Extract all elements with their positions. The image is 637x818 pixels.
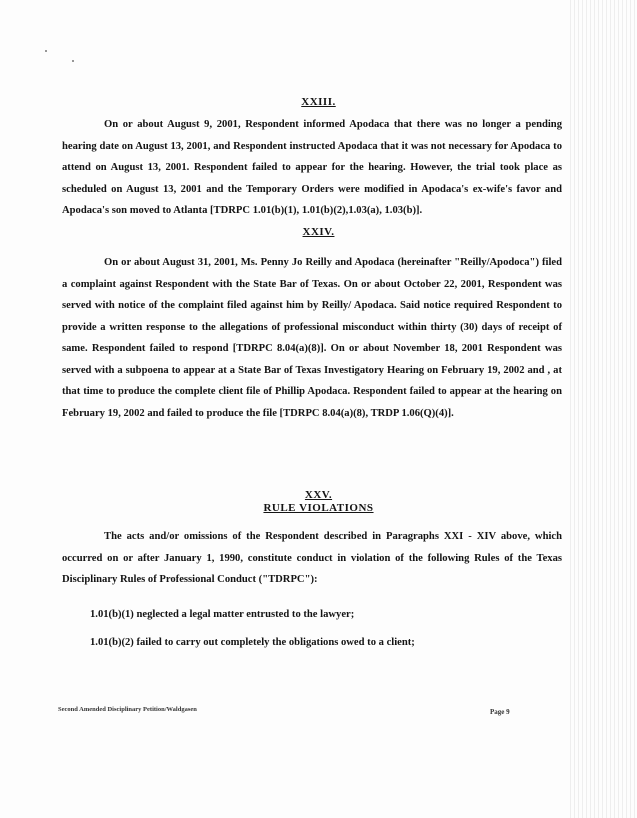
- rule-item-1: 1.01(b)(1) neglected a legal matter entrusted to the lawyer;: [90, 609, 355, 620]
- section-subheading-rule-violations: RULE VIOLATIONS: [263, 502, 374, 514]
- section-heading-xxiv: XXIV.: [302, 226, 335, 238]
- scan-speck: [45, 50, 47, 52]
- rule-item-2: 1.01(b)(2) failed to carry out completely the obligations owed to a client;: [90, 637, 415, 648]
- paragraph-xxv: The acts and/or omissions of the Respondent described in Paragraphs XXI - XIV above, which occurred on or after January 1, 1990, constitute conduct in violation of the following Rules of the Texas Disciplinary Rules of Professional Conduct ("TDRPC"):: [62, 531, 562, 585]
- section-heading-xxv: XXV.: [304, 489, 333, 501]
- paragraph-xxiii: On or about August 9, 2001, Respondent informed Apodaca that there was no longer a pending hearing date on August 13, 2001, and Respondent instructed Apodaca that it was not necessary for Apodaca to attend on August 13, 2001. Respondent failed to appear for the hearing. However, the trial took place as scheduled on August 13, 2001 and the Temporary Orders were modified in Apodaca's ex-wife's favor and Apodaca's son moved to Atlanta [TDRPC 1.01(b)(1), 1.01(b)(2),1.03(a), 1.03(b)].: [62, 119, 562, 216]
- scan-speck: [72, 60, 74, 62]
- footer-page-number: Page 9: [490, 708, 510, 716]
- footer-document-title: Second Amended Disciplinary Petition/Waldgasen: [58, 706, 197, 713]
- scan-edge-shading: [567, 0, 637, 818]
- section-heading-xxiii: XXIII.: [301, 96, 336, 108]
- paragraph-xxiv: On or about August 31, 2001, Ms. Penny Jo Reilly and Apodaca (hereinafter "Reilly/Apodoca") filed a complaint against Respondent with the State Bar of Texas. On or about October 22, 2001, Respondent was served with notice of the complaint filed against him by Reilly/ Apodaca. Said notice required Respondent to provide a written response to the allegations of professional misconduct within thirty (30) days of receipt of same. Respondent failed to respond [TDRPC 8.04(a)(8)]. On or about November 18, 2001 Respondent was served with a subpoena to appear at a State Bar of Texas Investigatory Hearing on February 19, 2002 and , at that time to produce the complete client file of Phillip Apodaca. Respondent failed to appear at the hearing on February 19, 2002 and failed to produce the file [TDRPC 8.04(a)(8), TRDP 1.06(Q)(4)].: [62, 257, 562, 419]
